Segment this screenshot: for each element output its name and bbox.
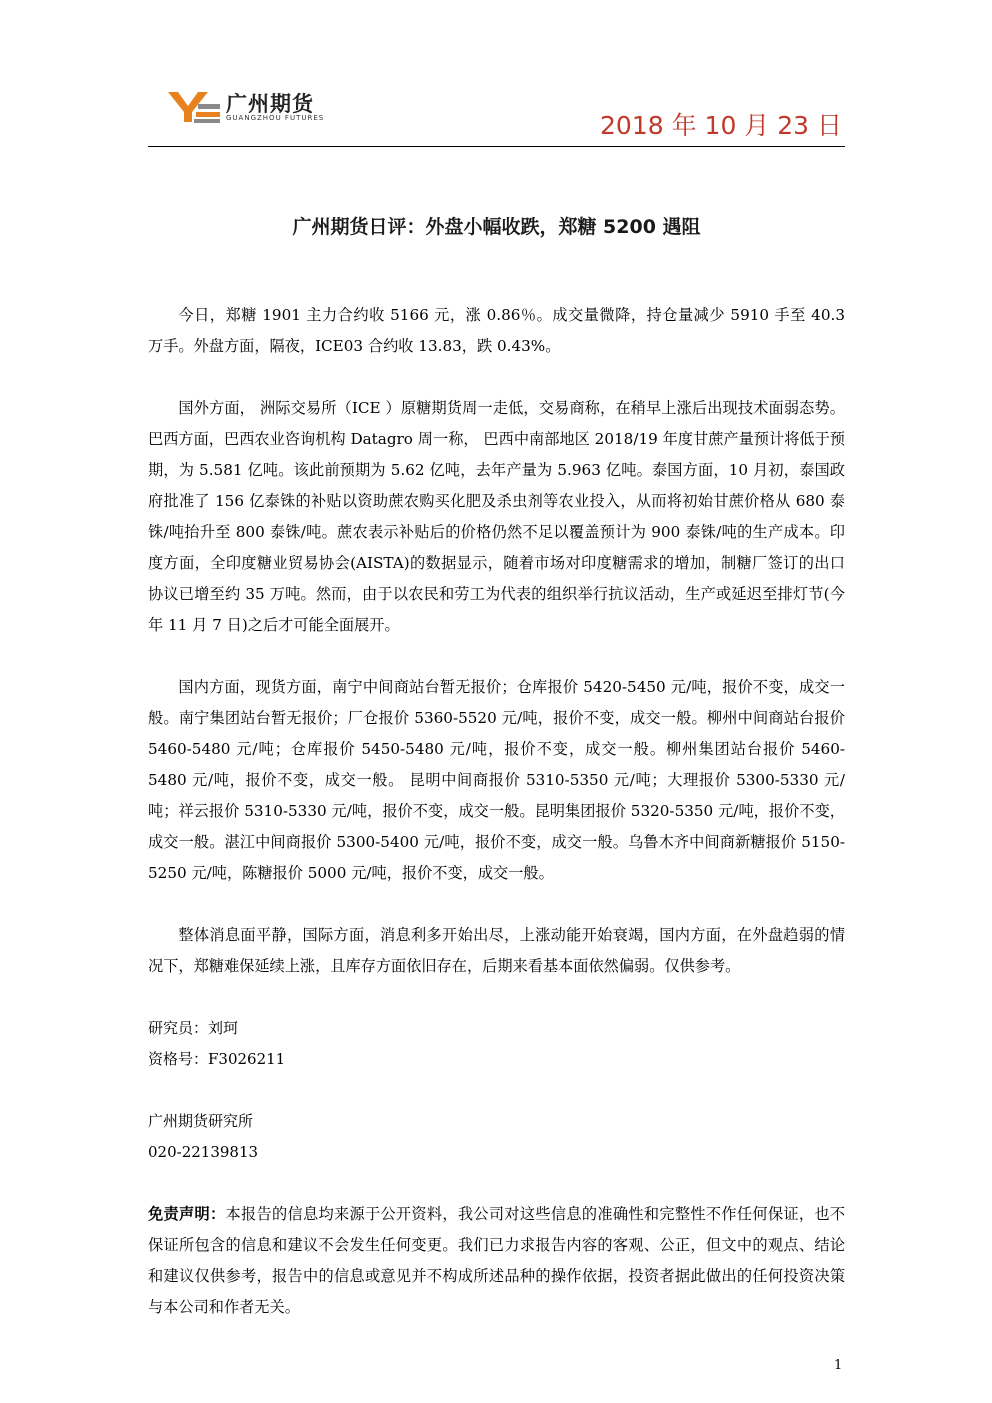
disclaimer (148, 1199, 845, 1323)
institute-info (148, 1106, 845, 1168)
license-number: 资格号：F3026211 (148, 1050, 286, 1068)
disclaimer-label: 免责声明： (148, 1205, 226, 1223)
logo-english-name: GUANGZHOU FUTURES (226, 114, 325, 122)
paragraph-market-summary: 今日，郑糖 1901 主力合约收 5166 元，涨 0.86％。成交量微降，持仓量减少 5910 手至 40.3 万手。外盘方面，隔夜，ICE03 合约收 13.83，跌 0.43%。 (148, 306, 845, 355)
paragraph-outlook: 整体消息面平静，国际方面，消息利多开始出尽，上涨动能开始衰竭，国内方面，在外盘趋弱的情况下，郑糖难保延续上涨，且库存方面依旧存在，后期来看基本面依然偏弱。仅供参考。 (148, 926, 845, 975)
page-number: 1 (834, 1358, 843, 1373)
report-title: 广州期货日评：外盘小幅收跌，郑糖 5200 遇阻 (292, 216, 701, 238)
logo-mark-icon (168, 90, 222, 124)
paragraph-domestic: 国内方面，现货方面，南宁中间商站台暂无报价；仓库报价 5420-5450 元/吨，报价不变，成交一般。南宁集团站台暂无报价；厂仓报价 5360-5520 元/吨，报价不变，成交一般。柳州中间商站台报价 5460-5480 元/吨；仓库报价 5450-5480 元/吨，报价不变，成交一般。柳州集团站台报价 5460-5480 元/吨，报价不变，成交一般。 昆明中间商报价 5310-5350 元/吨；大理报价 5300-5330 元/吨；祥云报价 5310-5330 元/吨，报价不变，成交一般。昆明集团报价 5320-5350 元/吨，报价不变，成交一般。湛江中间商报价 5300-5400 元/吨，报价不变，成交一般。乌鲁木齐中间商新糖报价 5150-5250 元/吨，陈糖报价 5000 元/吨，报价不变，成交一般。 (148, 678, 845, 882)
logo-chinese-name: 广州期货 (226, 92, 314, 116)
header-divider (148, 146, 845, 147)
paragraph-international: 国外方面， 洲际交易所（ICE ）原糖期货周一走低，交易商称，在稍早上涨后出现技术面弱态势。巴西方面，巴西农业咨询机构 Datagro 周一称， 巴西中南部地区 2018/19 年度甘蔗产量预计将低于预期，为 5.581 亿吨。该此前预期为 5.62 亿吨，去年产量为 5.963 亿吨。泰国方面，10 月初，泰国政府批准了 156 亿泰铢的补贴以资助蔗农购买化肥及杀虫剂等农业投入，从而将初始甘蔗价格从 680 泰铢/吨抬升至 800 泰铢/吨。蔗农表示补贴后的价格仍然不足以覆盖预计为 900 泰铢/吨的生产成本。印度方面，全印度糖业贸易协会(AISTA)的数据显示，随着市场对印度糖需求的增加，制糖厂签订的出口协议已增至约 35 万吨。然而，由于以农民和劳工为代表的组织举行抗议活动，生产或延迟至排灯节(今年 11 月 7 日)之后才可能全面展开。 (148, 399, 845, 634)
company-logo (168, 86, 338, 130)
institute-name: 广州期货研究所 (148, 1112, 254, 1130)
author-info (148, 1013, 845, 1075)
disclaimer-text: 本报告的信息均来源于公开资料，我公司对这些信息的准确性和完整性不作任何保证，也不保证所包含的信息和建议不会发生任何变更。我们已力求报告内容的客观、公正，但文中的观点、结论和建议仅供参考，报告中的信息或意见并不构成所述品种的操作依据，投资者据此做出的任何投资决策与本公司和作者无关。 (148, 1205, 846, 1316)
institute-phone: 020-22139813 (148, 1143, 259, 1161)
report-body (148, 300, 845, 1323)
researcher-name: 研究员：刘珂 (148, 1019, 239, 1037)
report-date: 2018 年 10 月 23 日 (600, 111, 842, 140)
